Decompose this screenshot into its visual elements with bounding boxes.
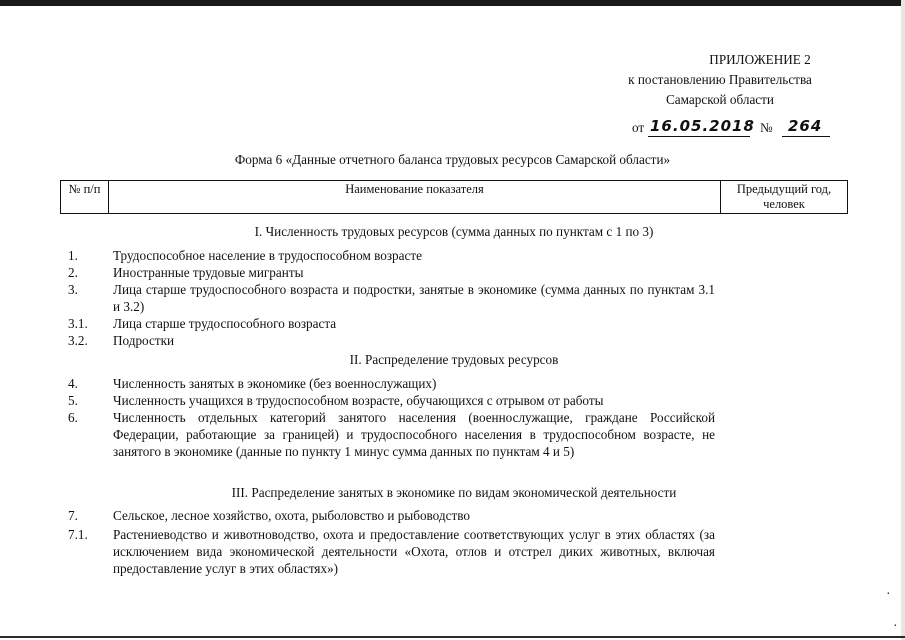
item-text: Подростки <box>113 333 175 348</box>
section-heading: II. Распределение трудовых ресурсов <box>349 352 559 367</box>
item-text: Трудоспособное население в трудоспособном возрасте <box>113 248 422 263</box>
section-heading: I. Численность трудовых ресурсов (сумма данных по пунктам с 1 по 3) <box>254 224 654 239</box>
number-underline <box>782 136 830 137</box>
item-number: 6. <box>68 410 78 425</box>
scan-bottom-edge <box>0 636 905 638</box>
decree-from-label: от <box>632 120 645 135</box>
item-number: 7.1. <box>68 527 88 542</box>
item-text: Лица старше трудоспособного возраста и подростки, занятые в экономике (сумма данных по пунктам 3.1 и 3.2) <box>113 282 715 314</box>
table-header <box>60 180 848 214</box>
decree-line <box>632 118 872 140</box>
form-title: Форма 6 «Данные отчетного баланса трудовых ресурсов Самарской области» <box>234 152 671 167</box>
item-text: Сельское, лесное хозяйство, охота, рыболовство и рыбоводство <box>113 508 470 523</box>
list-item <box>60 392 760 409</box>
scan-speck: · <box>886 587 891 602</box>
section-heading: III. Распределение занятых в экономике по видам экономической деятельности <box>231 485 677 500</box>
date-underline <box>648 136 750 137</box>
header-num-column: № п/п <box>61 181 109 213</box>
approval-block <box>560 50 880 110</box>
decree-number: 264 <box>788 117 823 135</box>
list-item <box>60 281 760 315</box>
list-item <box>60 332 760 349</box>
item-number: 3.2. <box>68 333 88 348</box>
appendix-resolution: к постановлению Правительства <box>628 72 812 87</box>
list-item <box>60 315 760 332</box>
header-prev-year-column: Предыдущий год, человек <box>736 182 832 211</box>
scan-top-edge <box>0 0 905 6</box>
decree-date: 16.05.2018 <box>650 117 755 135</box>
decree-number-label: № <box>760 120 773 135</box>
item-number: 2. <box>68 265 78 280</box>
list-item <box>60 264 760 281</box>
item-number: 7. <box>68 508 78 523</box>
item-number: 3.1. <box>68 316 88 331</box>
item-text: Иностранные трудовые мигранты <box>113 265 304 280</box>
list-item <box>60 507 760 524</box>
item-text: Численность учащихся в трудоспособном возрасте, обучающихся с отрывом от работы <box>113 393 604 408</box>
list-item <box>60 526 760 580</box>
list-item <box>60 247 760 264</box>
item-text: Лица старше трудоспособного возраста <box>113 316 337 331</box>
scan-right-edge <box>901 0 905 640</box>
item-number: 4. <box>68 376 78 391</box>
header-name-column: Наименование показателя <box>109 181 721 213</box>
item-number: 3. <box>68 282 78 297</box>
item-text: Растениеводство и животноводство, охота и предоставление соответствующих услуг в этих областях (за исключением вида экономической деятельности «Охота, отлов и отстрел диких животных, включая предоставление услуг в этих областях») <box>113 527 715 576</box>
item-text: Численность отдельных категорий занятого населения (военнослужащие, граждане Российской Федерации, работающие за границей) и трудоспособного населения в трудоспособном возрасте, не занятого в экономике (данные по пункту 1 минус сумма данных по пунктам 4 и 5) <box>113 410 715 459</box>
appendix-title: ПРИЛОЖЕНИЕ 2 <box>709 52 811 67</box>
item-number: 1. <box>68 248 78 263</box>
item-text: Численность занятых в экономике (без военнослужащих) <box>113 376 437 391</box>
appendix-region: Самарской области <box>666 92 774 107</box>
item-number: 5. <box>68 393 78 408</box>
scan-speck: · <box>893 619 898 634</box>
list-item <box>60 375 760 392</box>
list-item <box>60 409 760 477</box>
